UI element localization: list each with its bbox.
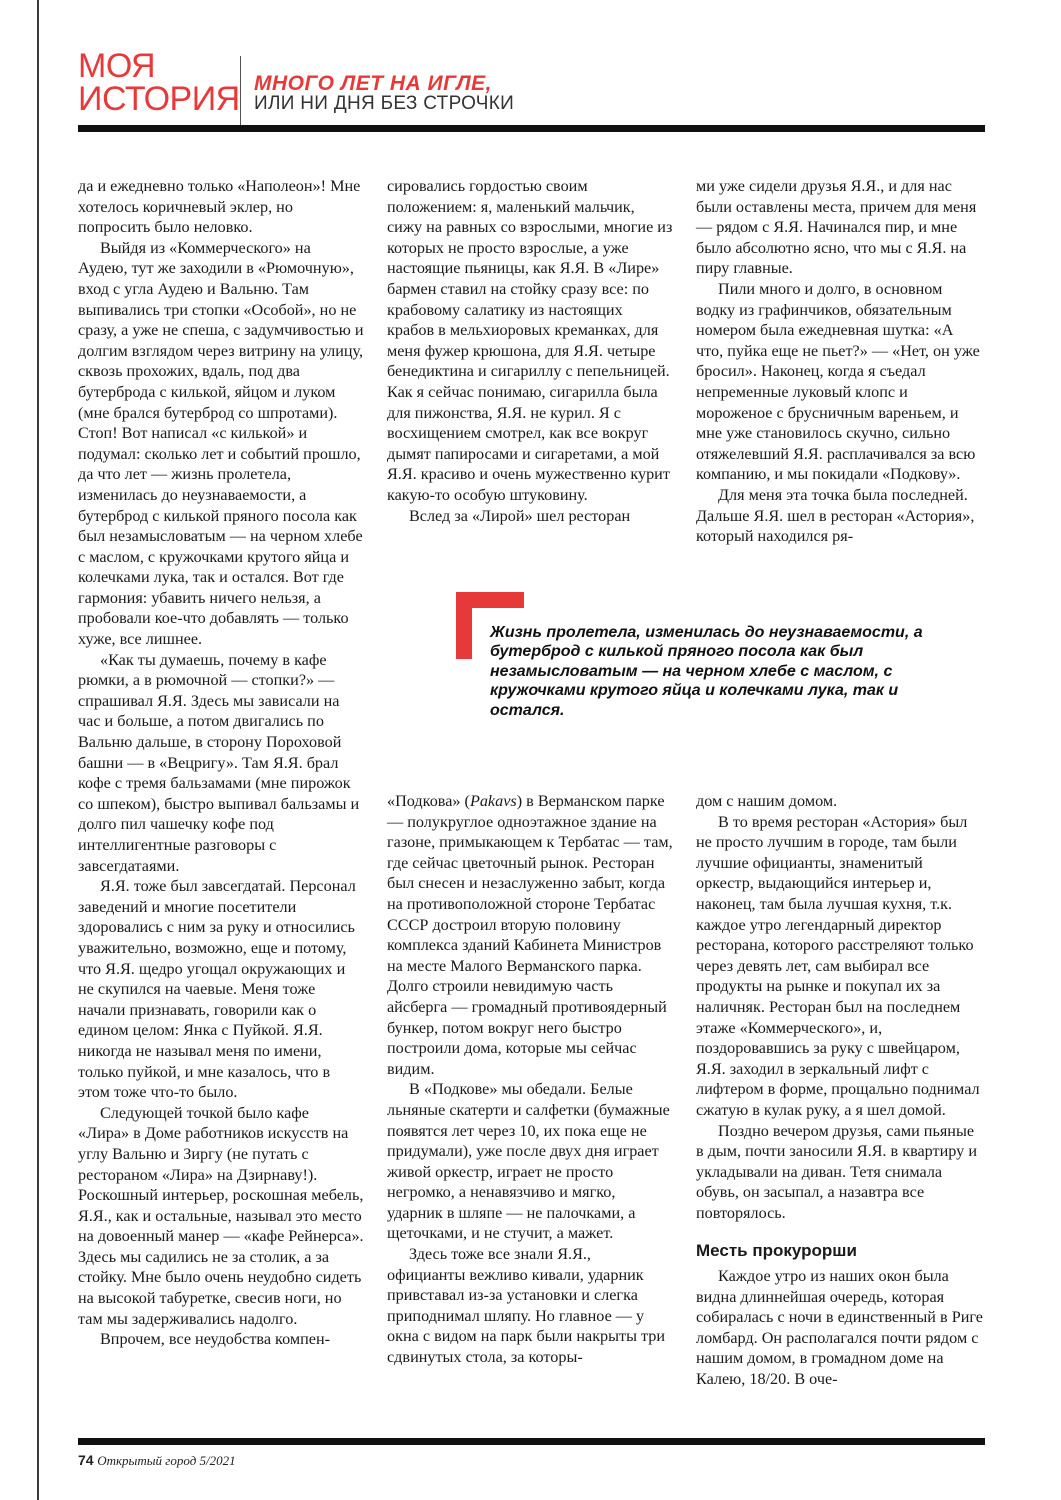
paragraph: «Подкова» (Pakavs) в Верманском парке — полукруглое одноэтажное здание на газоне, примыкающем к Тербатас — там, где сейчас цветочный рынок. Ресторан был снесен и незаслуженно забыт, когда на противоположной стороне Тербатас СССР достроил вторую половину комплекса зданий Кабинета Министров на месте Малого Верманского парка. Долго строили невидимую часть айсберга — громадный противоядерный бункер, потом вокруг него быстро построили дома, которые мы сейчас видим. bbox=[387, 792, 673, 1078]
page-edge-rule bbox=[37, 0, 39, 1500]
article-subheadline: ИЛИ НИ ДНЯ БЕЗ СТРОЧКИ bbox=[254, 93, 515, 114]
section-title bbox=[78, 47, 240, 118]
column-1 bbox=[78, 176, 364, 1350]
section-subheading: Месть прокурорши bbox=[696, 1241, 857, 1261]
column-3-top bbox=[696, 176, 984, 547]
column-2-top bbox=[387, 176, 673, 526]
paragraph: Я.Я. тоже был завсегдатай. Персонал заведений и многие посетители здоровались с ним за руку и относились уважительно, возможно, еще и потому, что Я.Я. щедро угощал окружающих и не скупился на чаевые. Меня тоже начали признавать, говорили как о едином целом: Янка с Пуйкой. Я.Я. никогда не называл меня по имени, только пуйкой, и мне казалось, что в этом тоже что-то было. bbox=[78, 877, 356, 1102]
paragraph: Вслед за «Лирой» шел ресторан bbox=[409, 506, 631, 525]
paragraph: сировались гордостью своим положением: я, маленький мальчик, сижу на равных со взрослыми, многие из которых не просто взрослые, а уже настоящие пьяницы, как Я.Я. В «Лире» бармен ставил на стойку сразу все: по крабовому салатику из настоящих крабов в мельхиоровых креманках, для меня фужер крюшона, для Я.Я. четыре бенедиктина и сигариллу с пепельницей. Как я сейчас понимаю, сигарилла была для пижонства, Я.Я. не курил. Я с восхищением смотрел, как все вокруг дымят папиросами и сигаретами, а мой Я.Я. красиво и очень мужественно курит какую-то особую штуковину. bbox=[387, 177, 673, 504]
paragraph: ми уже сидели друзья Я.Я., и для нас были оставлены места, причем для меня — рядом с Я.Я. Начинался пир, и мне было абсолютно ясно, что мы с Я.Я. на пиру главные. bbox=[696, 177, 977, 278]
paragraph: да и ежедневно только «Наполеон»! Мне хотелось коричневый эклер, но попросить было неловко. bbox=[78, 177, 361, 237]
column-3-bottom bbox=[696, 791, 984, 1390]
page-number: 74 bbox=[78, 1452, 94, 1468]
column-2-bottom bbox=[387, 791, 673, 1368]
page-footer bbox=[78, 1452, 236, 1469]
section-title-line2: ИСТОРИЯ bbox=[78, 80, 240, 118]
footer-rule bbox=[78, 1438, 985, 1445]
paragraph: Для меня эта точка была последней. Дальше Я.Я. шел в ресторан «Астория», который находился ря- bbox=[696, 485, 975, 546]
paragraph: В «Подкове» мы обедали. Белые льняные скатерти и салфетки (бумажные появятся лет через 10, их пока еще не придумали), уже после двух дня играет живой оркестр, играет не просто негромко, а ненавязчиво и мягко, ударник в шляпе — не палочками, а щеточками, и не стучит, а мажет. bbox=[387, 1080, 670, 1243]
section-title-line1: МОЯ bbox=[78, 47, 156, 85]
paragraph: Выйдя из «Коммерческого» на Аудею, тут же заходили в «Рюмочную», вход с угла Аудею и Вальню. Там выпивались три стопки «Особой», но не сразу, а уже не спеша, с задумчивостью и долгим взглядом через витрину на улицу, сквозь прохожих, вдаль, под два бутерброда с килькой, яйцом и луком (мне брался бутерброд со шпротами). Стоп! Вот написал «с килькой» и подумал: сколько лет и событий прошло, да что лет — жизнь пролетела, изменилась до неузнаваемости, а бутерброд с килькой пряного посола как был незамысловатым — на черном хлебе с маслом, с кружочками крутого яйца и колечками лука, так и остался. Вот где гармония: убавить ничего нельзя, а пробовали кое-что добавлять — только хуже, все лишнее. bbox=[78, 238, 364, 649]
paragraph: Впрочем, все неудобства компен- bbox=[100, 1330, 331, 1349]
magazine-issue: Открытый город 5/2021 bbox=[97, 1453, 236, 1468]
paragraph: Поздно вечером друзья, сами пьяные в дым, почти заносили Я.Я. в квартиру и укладывали на диван. Тетя снимала обувь, он засыпал, а назавтра все повторялось. bbox=[696, 1121, 977, 1222]
header-divider bbox=[240, 56, 241, 126]
paragraph: дом с нашим домом. bbox=[696, 792, 838, 810]
paragraph: Следующей точкой было кафе «Лира» в Доме работников искусств на углу Вальню и Зиргу (не путать с рестораном «Лира» на Дзирнаву!). Роскошный интерьер, роскошная мебель, Я.Я., как и остальные, называл это место на довоенный манер — «кафе Рейнерса». Здесь мы садились не за столик, а за стойку. Мне было очень неудобно сидеть на высокой табуретке, свесив ноги, но там мы задерживались надолго. bbox=[78, 1103, 364, 1328]
article-headline: МНОГО ЛЕТ НА ИГЛЕ, bbox=[254, 72, 493, 95]
paragraph: В то время ресторан «Астория» был не просто лучшим в городе, там были лучшие официанты, знаменитый оркестр, выдающийся интерьер и, наконец, там была лучшая кухня, т.к. каждое утро легендарный директор ресторана, которого расстреляют только через девять лет, сам выбирал все продукты на рынке и покупал их за наличняк. Ресторан был на последнем этаже «Коммерческого», и, поздоровавшись за руку с швейцаром, Я.Я. заходил в зеркальный лифт с лифтером в форме, прощально поднимал сжатую в кулак руку, а я шел домой. bbox=[696, 812, 980, 1119]
paragraph: Каждое утро из наших окон была видна длиннейшая очередь, которая собиралась с ночи в единственный в Риге ломбард. Он располагался почти рядом с нашим домом, в громадном доме на Калею, 18/20. В оче- bbox=[696, 1267, 983, 1389]
header-rule bbox=[78, 125, 985, 132]
pullquote: Жизнь пролетела, изменилась до неузнаваемости, а бутерброд с килькой пряного посола как был незамысловатым — на черном хлебе с маслом, с кружочками крутого яйца и колечками лука, так и остался. bbox=[490, 624, 923, 719]
paragraph: Пили много и долго, в основном водку из графинчиков, обязательным номером была ежедневная шутка: «А что, пуйка еще не пьет?» — «Нет, он уже бросил». Наконец, когда я съедал непременные луковый клопс и мороженое с брусничным вареньем, и мне уже становилось скучно, сильно отяжелевший Я.Я. расплачивался за всю компанию, и мы покидали «Подкову». bbox=[696, 279, 980, 484]
paragraph: Здесь тоже все знали Я.Я., официанты вежливо кивали, ударник привставал из-за установки и слегка приподнимал шляпу. Но главное — у окна с видом на парк были накрыты три сдвинутых стола, за которы- bbox=[387, 1245, 666, 1367]
paragraph: «Как ты думаешь, почему в кафе рюмки, а в рюмочной — стопки?» — спрашивал Я.Я. Здесь мы зависали на час и больше, а потом двигались по Вальню дальше, в сторону Пороховой башни — в «Вецригу». Там Я.Я. брал кофе с тремя бальзамами (мне пирожок со шпеком), быстро выпивал бальзамы и долго пил чашечку кофе под интеллигентные разговоры с завсегдатаями. bbox=[78, 650, 360, 875]
